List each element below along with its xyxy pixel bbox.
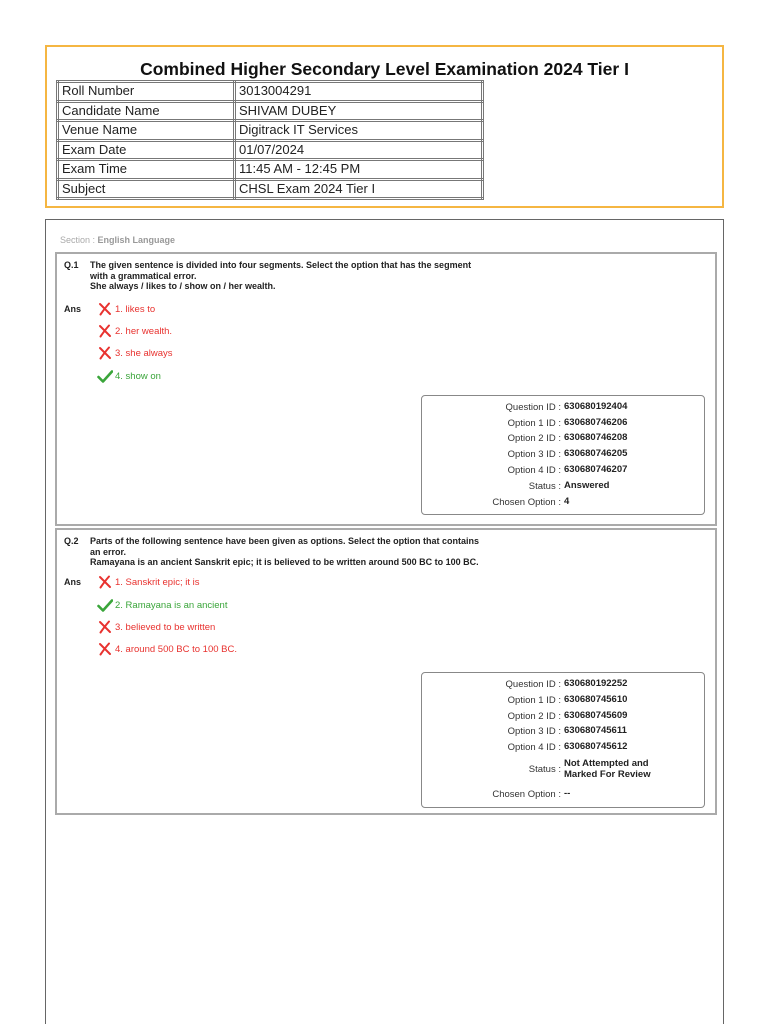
option-label: 2. Ramayana is an ancient	[115, 599, 228, 611]
response-sheet	[45, 219, 724, 1024]
question-text-line: with a grammatical error.	[90, 270, 197, 281]
meta-key: Status :	[528, 764, 561, 775]
question-text-line: The given sentence is divided into four segments. Select the option that has the segment	[90, 260, 472, 270]
meta-key: Option 4 ID :	[507, 465, 561, 476]
option-label: 3. she always	[115, 347, 173, 359]
meta-row	[422, 711, 704, 722]
option-4	[97, 642, 237, 656]
meta-row	[422, 695, 704, 706]
table-row	[58, 179, 483, 199]
option-3	[97, 346, 173, 360]
option-4	[97, 369, 161, 383]
meta-key: Chosen Option :	[492, 789, 561, 800]
meta-row	[422, 497, 704, 508]
meta-row	[422, 433, 704, 444]
info-value: CHSL Exam 2024 Tier I	[235, 179, 483, 199]
question-number: Q.2	[64, 536, 79, 546]
question-text	[90, 536, 530, 568]
meta-key: Question ID :	[505, 402, 561, 413]
table-row	[58, 121, 483, 141]
meta-key: Status :	[528, 481, 561, 492]
table-row	[58, 140, 483, 160]
question-text-line: She always / likes to / show on / her wealth.	[90, 281, 276, 291]
meta-row	[422, 726, 704, 737]
table-row	[58, 82, 483, 102]
option-2	[97, 324, 172, 338]
checkmark-icon	[97, 369, 113, 383]
meta-key: Option 3 ID :	[507, 726, 561, 737]
option-label: 1. likes to	[115, 303, 156, 315]
meta-row	[422, 465, 704, 476]
status-value	[564, 759, 651, 780]
checkmark-icon	[97, 598, 113, 612]
meta-row	[422, 402, 704, 413]
meta-value: 630680746206	[564, 417, 628, 428]
meta-key: Option 1 ID :	[507, 695, 561, 706]
cross-icon	[97, 620, 113, 634]
info-label: Venue Name	[58, 121, 235, 141]
status-value: Answered	[564, 480, 610, 491]
meta-row	[422, 449, 704, 460]
question-meta-box	[421, 395, 705, 515]
meta-value: 630680192252	[564, 678, 628, 689]
info-label: Roll Number	[58, 82, 235, 102]
info-label: Subject	[58, 179, 235, 199]
option-1	[97, 302, 155, 316]
cross-icon	[97, 346, 113, 360]
info-value: 01/07/2024	[235, 140, 483, 160]
meta-value: 630680745611	[564, 725, 627, 736]
meta-row	[422, 418, 704, 429]
question-meta-box	[421, 672, 705, 808]
meta-value: 630680745609	[564, 710, 628, 721]
meta-value: 630680746205	[564, 448, 628, 459]
info-label: Exam Time	[58, 160, 235, 180]
meta-value: 630680746208	[564, 432, 628, 443]
table-row	[58, 101, 483, 121]
option-label: 4. show on	[115, 370, 161, 382]
meta-row	[422, 789, 704, 800]
status-line: Not Attempted and	[564, 758, 649, 769]
option-2	[97, 598, 227, 612]
option-label: 3. believed to be written	[115, 621, 216, 633]
option-label: 4. around 500 BC to 100 BC.	[115, 643, 237, 655]
info-value: SHIVAM DUBEY	[235, 101, 483, 121]
section-prefix: Section :	[60, 235, 98, 245]
table-row	[58, 160, 483, 180]
option-3	[97, 620, 215, 634]
question-text-line: Parts of the following sentence have been given as options. Select the option that contains	[90, 536, 480, 546]
info-label: Candidate Name	[58, 101, 235, 121]
info-value: 11:45 AM - 12:45 PM	[235, 160, 483, 180]
ans-label: Ans	[64, 577, 82, 587]
meta-key: Option 1 ID :	[507, 418, 561, 429]
cross-icon	[97, 642, 113, 656]
exam-header	[45, 45, 724, 208]
info-value: Digitrack IT Services	[235, 121, 483, 141]
meta-row	[422, 759, 704, 780]
meta-key: Option 2 ID :	[507, 433, 561, 444]
meta-row	[422, 481, 704, 492]
section-label	[60, 235, 175, 245]
cross-icon	[97, 575, 113, 589]
question-block-2	[55, 528, 717, 815]
option-label: 2. her wealth.	[115, 325, 173, 337]
question-text	[90, 260, 530, 292]
meta-row	[422, 679, 704, 690]
option-1	[97, 575, 199, 589]
meta-value: 630680745610	[564, 694, 628, 705]
meta-key: Chosen Option :	[492, 497, 561, 508]
meta-key: Option 4 ID :	[507, 742, 561, 753]
chosen-option-value: 4	[564, 496, 570, 507]
meta-value: 630680192404	[564, 401, 628, 412]
meta-key: Question ID :	[505, 679, 561, 690]
candidate-info-table	[56, 80, 484, 200]
meta-key: Option 2 ID :	[507, 711, 561, 722]
cross-icon	[97, 302, 113, 316]
question-text-line: an error.	[90, 546, 127, 557]
meta-key: Option 3 ID :	[507, 449, 561, 460]
question-block-1	[55, 252, 717, 526]
cross-icon	[97, 324, 113, 338]
info-value: 3013004291	[235, 82, 483, 102]
status-line: Marked For Review	[564, 768, 651, 780]
meta-value: 630680746207	[564, 464, 628, 475]
exam-title: Combined Higher Secondary Level Examination 2024 Tier I	[140, 59, 629, 79]
section-name: English Language	[97, 235, 176, 245]
question-number: Q.1	[64, 260, 79, 270]
meta-row	[422, 742, 704, 753]
option-label: 1. Sanskrit epic; it is	[115, 576, 200, 588]
info-label: Exam Date	[58, 140, 235, 160]
question-text-line: Ramayana is an ancient Sanskrit epic; it is believed to be written around 500 BC to 100 BC.	[90, 557, 479, 567]
ans-label: Ans	[64, 304, 82, 314]
meta-value: 630680745612	[564, 741, 628, 752]
chosen-option-value: --	[564, 788, 571, 799]
